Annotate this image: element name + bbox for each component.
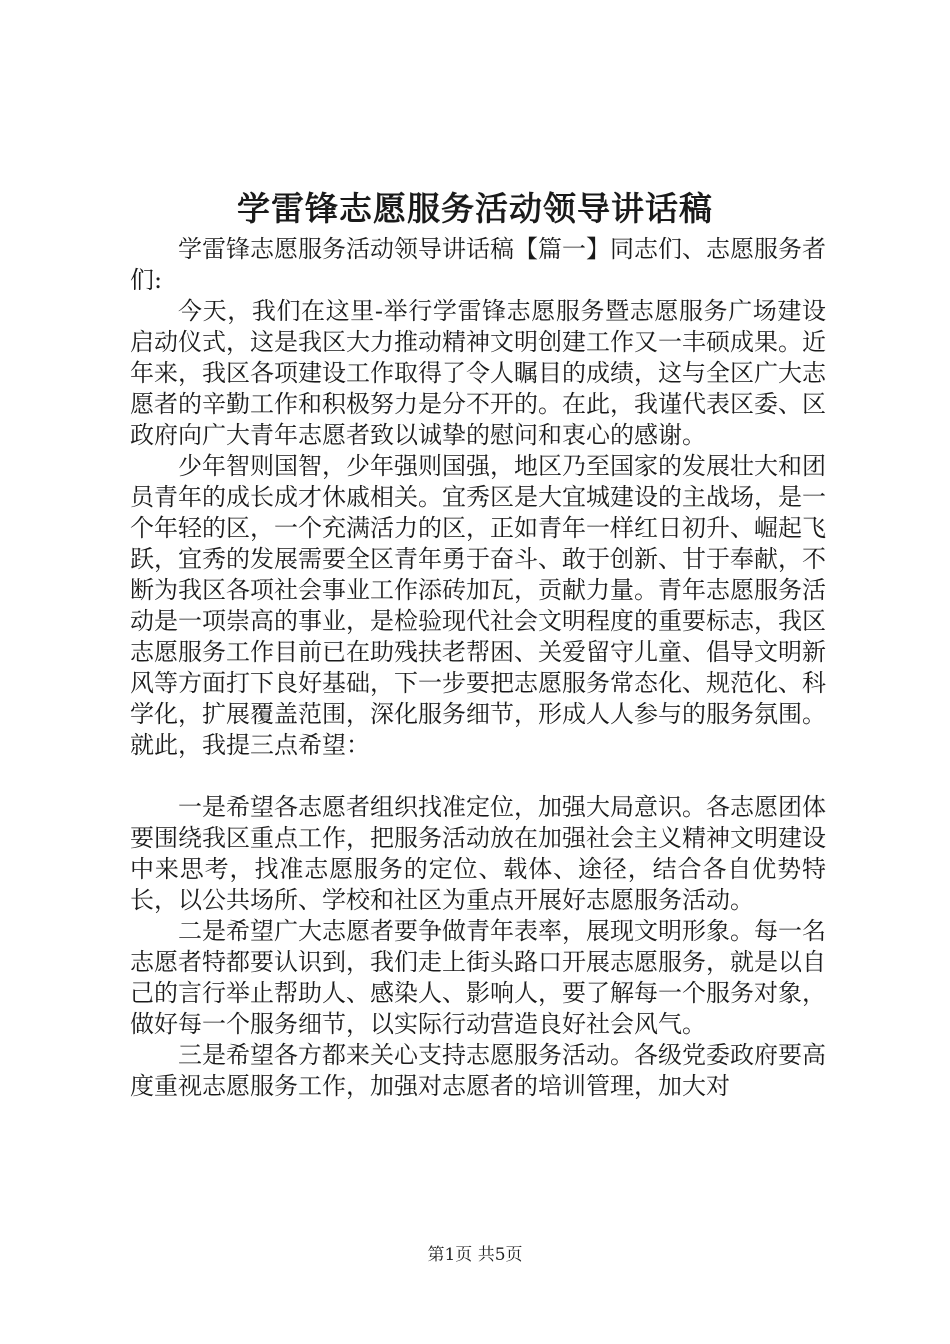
page-number-footer: 第1页 共5页 bbox=[427, 1245, 523, 1265]
paragraph-opening: 今天，我们在这里-举行学雷锋志愿服务暨志愿服务广场建设启动仪式，这是我区大力推动精神文明创建工作又一丰硕成果。近年来，我区各项建设工作取得了令人瞩目的成绩，这与全区广大志愿者的辛勤工作和积极努力是分不开的。在此，我谨代表区委、区政府向广大青年志愿者致以诚挚的慰问和衷心的感谢。 bbox=[130, 297, 826, 449]
document-body bbox=[130, 234, 826, 1102]
paragraph-youth: 少年智则国智，少年强则国强，地区乃至国家的发展壮大和团员青年的成长成才休戚相关。宜秀区是大宜城建设的主战场，是一个年轻的区，一个充满活力的区，正如青年一样红日初升、崛起飞跃，宜秀的发展需要全区青年勇于奋斗、敢于创新、甘于奉献，不断为我区各项社会事业工作添砖加瓦，贡献力量。青年志愿服务活动是一项崇高的事业，是检验现代社会文明程度的重要标志，我区志愿服务工作目前已在助残扶老帮困、关爱留守儿童、倡导文明新风等方面打下良好基础，下一步要把志愿服务常态化、规范化、科学化，扩展覆盖范围，深化服务细节，形成人人参与的服务氛围。就此，我提三点希望： bbox=[130, 452, 826, 759]
paragraph-greeting: 学雷锋志愿服务活动领导讲话稿【篇一】同志们、志愿服务者们: bbox=[130, 235, 826, 294]
paragraph-hope-three: 三是希望各方都来关心支持志愿服务活动。各级党委政府要高度重视志愿服务工作，加强对志愿者的培训管理，加大对 bbox=[130, 1041, 826, 1100]
document-title: 学雷锋志愿服务活动领导讲话稿 bbox=[237, 189, 713, 228]
paragraph-hope-two: 二是希望广大志愿者要争做青年表率，展现文明形象。每一名志愿者特都要认识到，我们走上街头路口开展志愿服务，就是以自己的言行举止帮助人、感染人、影响人，要了解每一个服务对象，做好每一个服务细节，以实际行动营造良好社会风气。 bbox=[130, 917, 826, 1038]
paragraph-hope-one: 一是希望各志愿者组织找准定位，加强大局意识。各志愿团体要围绕我区重点工作，把服务活动放在加强社会主义精神文明建设中来思考，找准志愿服务的定位、载体、途径，结合各自优势特长，以公共场所、学校和社区为重点开展好志愿服务活动。 bbox=[130, 793, 826, 914]
